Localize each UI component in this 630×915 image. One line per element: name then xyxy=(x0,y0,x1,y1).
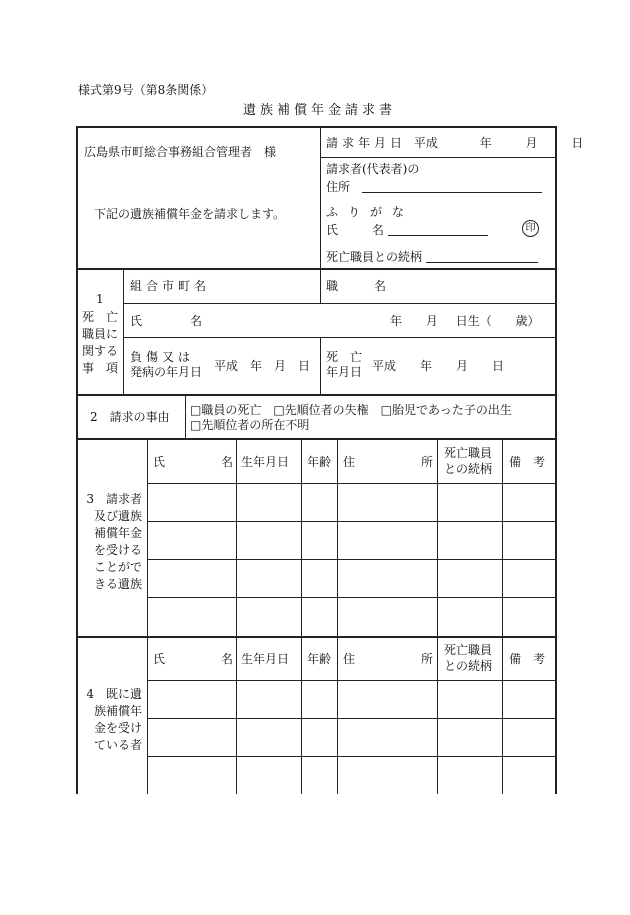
deceased-name-label: 氏 名 xyxy=(130,314,203,328)
relation-label: 死亡職員との続柄 xyxy=(326,250,423,264)
section4-label-line: 金を受け xyxy=(93,721,142,735)
s3-col-relation-1: 死亡職員 xyxy=(444,446,493,460)
union-label: 組合市町名 xyxy=(130,279,211,293)
claimant-label: 請求者(代表者)の xyxy=(326,162,420,176)
section3-label-line: 3 請求者 xyxy=(86,492,142,506)
reason-options-2[interactable]: □先順位者の所在不明 xyxy=(190,418,310,432)
section3-label-line: 補償年金 xyxy=(93,526,142,540)
s4-col-relation-1: 死亡職員 xyxy=(444,643,493,657)
s4-col-addr-1: 住 xyxy=(343,652,356,666)
reason-options-1[interactable]: □職員の死亡 □先順位者の失権 □胎児であった子の出生 xyxy=(190,403,512,417)
request-date-label: 請求年月日 xyxy=(326,136,407,150)
s3-col-relation-2: との続柄 xyxy=(444,462,493,476)
request-date-year: 年 xyxy=(479,136,492,150)
request-date-month: 月 xyxy=(525,136,538,150)
injury-date: 平成 年 月 日 xyxy=(214,359,311,373)
position-label: 職 名 xyxy=(326,279,387,293)
s4-col-addr-2: 所 xyxy=(421,652,434,666)
s3-col-addr-1: 住 xyxy=(343,455,356,469)
s3-col-name-2: 名 xyxy=(221,455,234,469)
section4-label-line: 族補償年 xyxy=(93,704,142,718)
relation-field xyxy=(326,250,538,263)
age-label: 歳） xyxy=(515,314,540,328)
request-statement: 下記の遺族補償年金を請求します。 xyxy=(94,207,286,221)
deceased-birth xyxy=(390,315,540,327)
injury-label-1: 負傷又は xyxy=(130,350,195,364)
address-label: 住所 xyxy=(326,180,351,194)
request-date-day: 日 xyxy=(571,136,584,150)
s4-col-relation-2: との続柄 xyxy=(444,659,493,673)
injury-label-2: 発病の年月日 xyxy=(130,365,203,379)
address-line[interactable] xyxy=(362,180,542,193)
s4-col-birth: 生年月日 xyxy=(241,652,290,666)
birth-day: 日生（ xyxy=(455,314,492,328)
death-label-1: 死 亡 xyxy=(326,350,363,364)
section1-label-line: 死 亡 xyxy=(82,310,119,324)
section3-label-line: きる遺族 xyxy=(93,577,142,591)
relation-line[interactable] xyxy=(426,250,538,263)
section3-label-line: を受ける xyxy=(93,543,142,557)
s4-col-age: 年齢 xyxy=(307,652,332,666)
birth-year: 年 xyxy=(390,314,403,328)
section1-label xyxy=(82,309,118,377)
claimant-name xyxy=(326,223,488,236)
section1-number: 1 xyxy=(96,292,104,306)
s4-col-remarks: 備 考 xyxy=(509,652,546,666)
section3-label-line: 及び遺族 xyxy=(93,509,142,523)
section1-label-line: 事 項 xyxy=(82,361,119,375)
claimant-address xyxy=(326,180,542,193)
s4-col-name-2: 名 xyxy=(221,652,234,666)
name-line[interactable] xyxy=(388,223,488,236)
section3-label-line: ことがで xyxy=(93,560,142,574)
furigana-label: ふりがな xyxy=(326,205,415,219)
section4-label-line: 4 既に遺 xyxy=(86,687,142,701)
addressee: 広島県市町総合事務組合管理者 様 xyxy=(84,145,277,159)
section2-label: 2 請求の事由 xyxy=(90,410,170,424)
name-label-1: 氏 xyxy=(326,223,339,237)
s3-col-name-1: 氏 xyxy=(153,455,166,469)
s3-col-addr-2: 所 xyxy=(421,455,434,469)
s3-col-remarks: 備 考 xyxy=(509,455,546,469)
section1-label-line: 関する xyxy=(82,344,119,358)
s3-col-age: 年齢 xyxy=(307,455,332,469)
birth-month: 月 xyxy=(425,314,438,328)
s3-col-birth: 生年月日 xyxy=(241,455,290,469)
section3-label xyxy=(82,491,142,593)
form-title: 遺族補償年金請求書 xyxy=(243,103,397,118)
death-date: 平成 年 月 日 xyxy=(372,359,505,373)
request-date-era: 平成 xyxy=(413,136,438,150)
request-date xyxy=(326,137,583,149)
s4-col-name-1: 氏 xyxy=(153,652,166,666)
section4-label-line: ている者 xyxy=(93,738,142,752)
death-label-2: 年月日 xyxy=(326,365,363,379)
form-reference: 様式第9号（第8条関係） xyxy=(78,83,214,97)
section1-label-line: 職員に xyxy=(82,327,119,341)
section4-label xyxy=(82,686,142,754)
seal-mark: 印 xyxy=(522,220,539,237)
name-label-2: 名 xyxy=(371,223,384,237)
